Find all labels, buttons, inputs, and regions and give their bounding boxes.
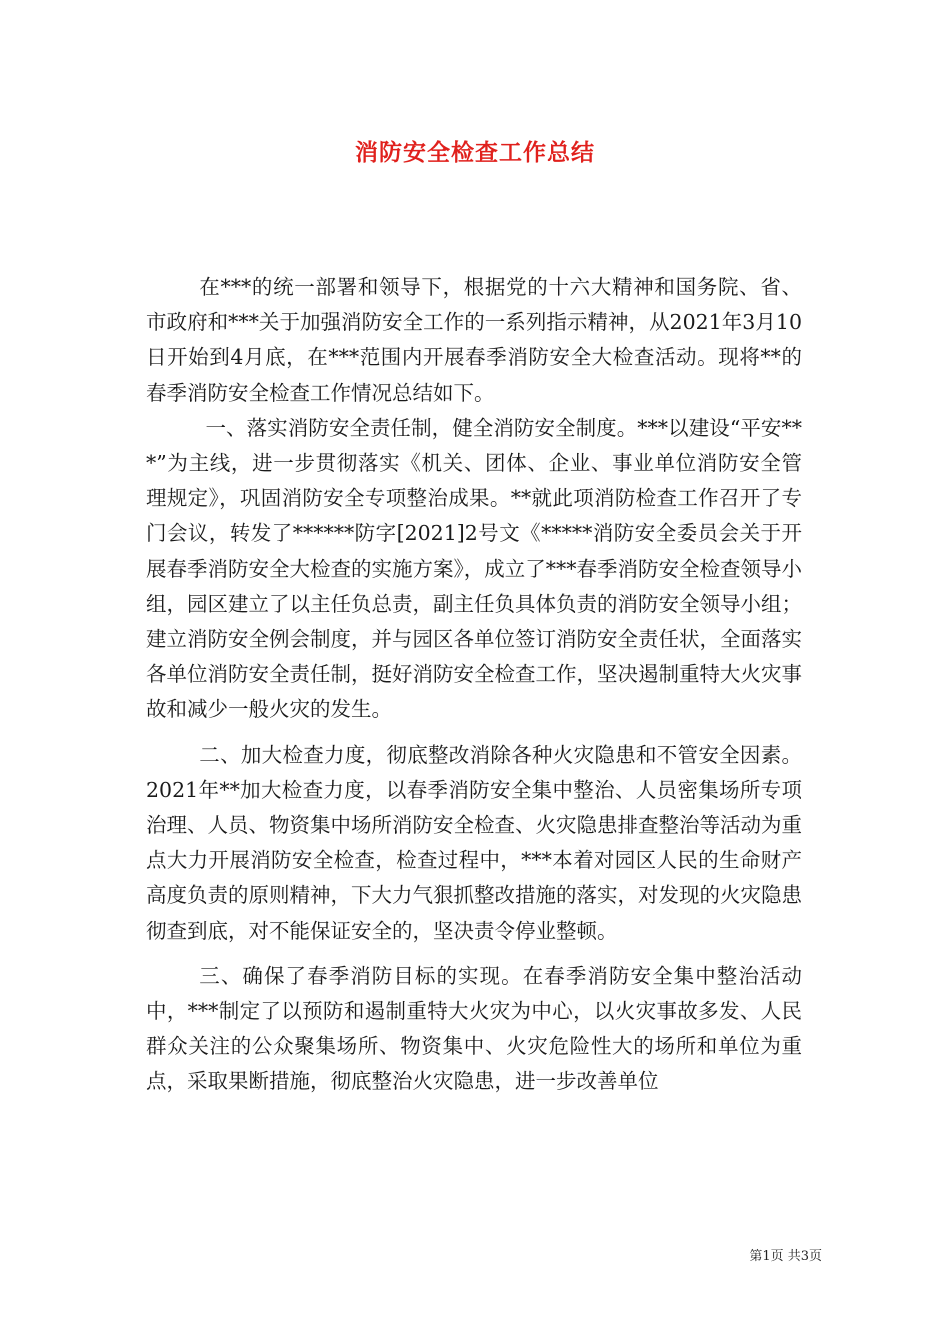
document-body: [146, 270, 802, 1100]
paragraph-intro: 在***的统一部署和领导下，根据党的十六大精神和国务院、省、市政府和***关于加强消防安全工作的一系列指示精神，从2021年3月10日开始到4月底，在***范围内开展春季消防安全大检查活动。现将**的春季消防安全检查工作情况总结如下。: [146, 275, 802, 405]
page-number: 第1页 共3页: [749, 1249, 822, 1264]
paragraph-section-1: 一、落实消防安全责任制，健全消防安全制度。***以建设“平安***”为主线，进一步贯彻落实《机关、团体、企业、事业单位消防安全管理规定》，巩固消防安全专项整治成果。**就此项消防检查工作召开了专门会议，转发了******防字[2021]2号文《*****消防安全委员会关于开展春季消防安全大检查的实施方案》，成立了***春季消防安全检查领导小组，园区建立了以主任负总责，副主任负具体负责的消防安全领导小组；建立消防安全例会制度，并与园区各单位签订消防安全责任状，全面落实各单位消防安全责任制，挺好消防安全检查工作，坚决遏制重特大火灾事故和减少一般火灾的发生。: [146, 415, 802, 722]
document-title: 消防安全检查工作总结: [355, 139, 595, 166]
paragraph-section-3: 三、确保了春季消防目标的实现。在春季消防安全集中整治活动中，***制定了以预防和遏制重特大火灾为中心，以火灾事故多发、人民群众关注的公众聚集场所、物资集中、火灾危险性大的场所和单位为重点，采取果断措施，彻底整治火灾隐患，进一步改善单位: [146, 963, 802, 1094]
paragraph-section-2: 二、加大检查力度，彻底整改消除各种火灾隐患和不管安全因素。2021年**加大检查力度，以春季消防安全集中整治、人员密集场所专项治理、人员、物资集中场所消防安全检查、火灾隐患排查整治等活动为重点大力开展消防安全检查，检查过程中，***本着对园区人民的生命财产高度负责的原则精神，下大力气狠抓整改措施的落实，对发现的火灾隐患彻查到底，对不能保证安全的，坚决责令停业整顿。: [146, 742, 802, 943]
